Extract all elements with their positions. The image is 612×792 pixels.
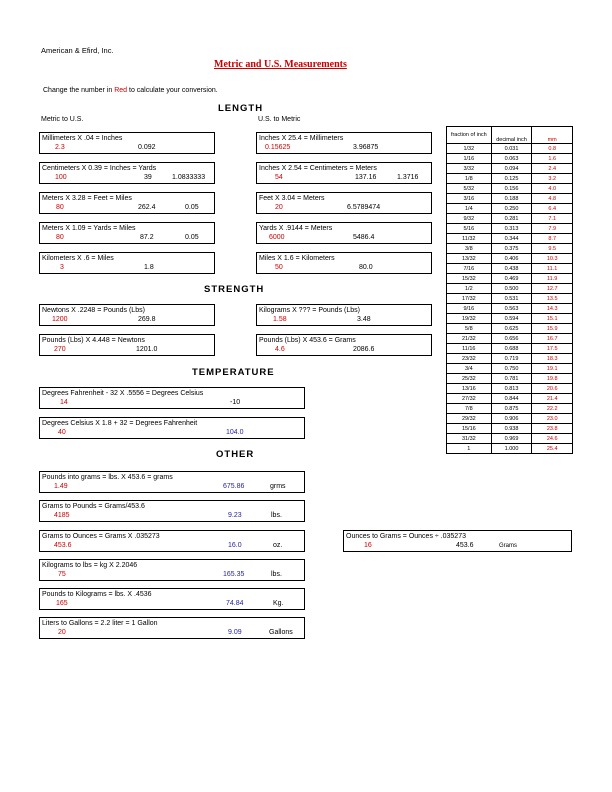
- decimal-cell: 0.344: [491, 234, 532, 244]
- mm-cell: 0.8: [532, 144, 573, 154]
- table-row: [447, 254, 573, 264]
- formula: Meters X 1.09 = Yards = Miles: [42, 225, 136, 232]
- table-row: [447, 434, 573, 444]
- mm-cell: 23.8: [532, 424, 573, 434]
- newtons-result: 1201.0: [136, 346, 158, 353]
- formula: Pounds (Lbs) X 453.6 = Grams: [259, 337, 356, 344]
- mm-cell: 1.6: [532, 154, 573, 164]
- table-row: [447, 404, 573, 414]
- pounds-result: 9.23: [228, 512, 242, 519]
- pounds-input[interactable]: 165: [56, 600, 68, 607]
- mm-to-inches-box: [39, 132, 215, 154]
- fraction-cell: 9/32: [447, 214, 492, 224]
- fraction-cell: 5/16: [447, 224, 492, 234]
- decimal-cell: 0.469: [491, 274, 532, 284]
- fraction-cell: 31/32: [447, 434, 492, 444]
- fraction-cell: 1/2: [447, 284, 492, 294]
- feet-input[interactable]: 20: [275, 204, 283, 211]
- unit: Gallons: [269, 629, 293, 636]
- ounces-result: 16.0: [228, 542, 242, 549]
- decimal-cell: 0.156: [491, 184, 532, 194]
- mm-cell: 7.9: [532, 224, 573, 234]
- formula: Centimeters X 0.39 = Inches = Yards: [42, 165, 157, 172]
- pounds-to-grams-box: [256, 334, 432, 356]
- grams-input[interactable]: 4185: [54, 512, 70, 519]
- mm-cell: 9.5: [532, 244, 573, 254]
- metric-to-us-label: Metric to U.S.: [41, 116, 84, 123]
- table-row: [447, 234, 573, 244]
- celsius-result: -10: [230, 399, 241, 406]
- fraction-cell: 1/16: [447, 154, 492, 164]
- inches-result: 39: [144, 174, 152, 181]
- grams-result: 453.6: [456, 542, 474, 549]
- column-header-fraction: fraction of inch: [447, 127, 492, 144]
- cm-result: 137.16: [355, 174, 377, 181]
- feet-to-meters-box: [256, 192, 432, 214]
- fraction-cell: 11/32: [447, 234, 492, 244]
- fraction-cell: 1: [447, 444, 492, 454]
- mm-cell: 17.5: [532, 344, 573, 354]
- decimal-cell: 0.094: [491, 164, 532, 174]
- strength-heading: STRENGTH: [204, 284, 265, 295]
- table-row: [447, 334, 573, 344]
- table-row: [447, 264, 573, 274]
- fraction-cell: 3/32: [447, 164, 492, 174]
- us-to-metric-label: U.S. to Metric: [258, 116, 301, 123]
- mm-cell: 2.4: [532, 164, 573, 174]
- fraction-cell: 1/4: [447, 204, 492, 214]
- fraction-cell: 3/16: [447, 194, 492, 204]
- other-heading: OTHER: [216, 449, 255, 460]
- mm-cell: 10.3: [532, 254, 573, 264]
- formula: Inches X 2.54 = Centimeters = Meters: [259, 165, 377, 172]
- ounces-to-grams-box: [343, 530, 572, 552]
- yards-input[interactable]: 6000: [269, 234, 285, 241]
- mm-cell: 8.7: [532, 234, 573, 244]
- pounds-to-grams-other-box: [39, 471, 305, 493]
- column-header-decimal: decimal inch: [491, 127, 532, 144]
- decimal-cell: 0.594: [491, 314, 532, 324]
- pounds-input[interactable]: 4.6: [275, 346, 285, 353]
- meters-to-yards-box: [39, 222, 215, 244]
- unit: lbs.: [271, 512, 282, 519]
- fraction-cell: 13/16: [447, 384, 492, 394]
- table-row: [447, 184, 573, 194]
- fraction-cell: 15/16: [447, 424, 492, 434]
- formula: Meters X 3.28 = Feet = Miles: [42, 195, 132, 202]
- kg-input[interactable]: 75: [58, 571, 66, 578]
- unit: Grams: [499, 543, 517, 549]
- celsius-input[interactable]: 40: [58, 429, 66, 436]
- page-title: Metric and U.S. Measurements: [214, 59, 347, 70]
- formula: Miles X 1.6 = Kilometers: [259, 255, 335, 262]
- decimal-cell: 0.781: [491, 374, 532, 384]
- formula: Yards X .9144 = Meters: [259, 225, 333, 232]
- table-row: [447, 424, 573, 434]
- pounds-input[interactable]: 270: [54, 346, 66, 353]
- decimal-cell: 1.000: [491, 444, 532, 454]
- gallons-result: 9.09: [228, 629, 242, 636]
- miles-input[interactable]: 50: [275, 264, 283, 271]
- mm-cell: 20.6: [532, 384, 573, 394]
- formula: Grams to Ounces = Grams X .035273: [42, 533, 160, 540]
- mm-cell: 25.4: [532, 444, 573, 454]
- formula: Newtons X .2248 = Pounds (Lbs): [42, 307, 145, 314]
- table-row: [447, 244, 573, 254]
- table-row: [447, 324, 573, 334]
- mm-cell: 6.4: [532, 204, 573, 214]
- table-row: [447, 374, 573, 384]
- decimal-cell: 0.750: [491, 364, 532, 374]
- unit: grms: [270, 483, 286, 490]
- temperature-heading: TEMPERATURE: [192, 367, 275, 378]
- mm-input[interactable]: 2.3: [55, 144, 65, 151]
- yards-result: 1.0833333: [172, 174, 206, 181]
- meters-result: 5486.4: [353, 234, 375, 241]
- fraction-cell: 7/16: [447, 264, 492, 274]
- decimal-cell: 0.969: [491, 434, 532, 444]
- fraction-cell: 1/32: [447, 144, 492, 154]
- pounds-to-kg-box: [39, 588, 305, 610]
- fraction-cell: 3/8: [447, 244, 492, 254]
- miles-result: 0.05: [185, 204, 199, 211]
- grams-result: 675.86: [223, 483, 245, 490]
- fraction-cell: 13/32: [447, 254, 492, 264]
- decimal-cell: 0.719: [491, 354, 532, 364]
- cm-to-yards-box: [39, 162, 215, 184]
- mm-cell: 13.5: [532, 294, 573, 304]
- decimal-cell: 0.625: [491, 324, 532, 334]
- decimal-cell: 0.656: [491, 334, 532, 344]
- unit: lbs.: [271, 571, 282, 578]
- meters-input[interactable]: 80: [56, 204, 64, 211]
- mm-cell: 22.2: [532, 404, 573, 414]
- fraction-cell: 21/32: [447, 334, 492, 344]
- table-row: [447, 394, 573, 404]
- fraction-cell: 19/32: [447, 314, 492, 324]
- formula: Kilograms to lbs = kg X 2.2046: [42, 562, 138, 569]
- kg-to-pounds-box: [256, 304, 432, 326]
- fraction-cell: 25/32: [447, 374, 492, 384]
- table-row: [447, 204, 573, 214]
- grams-result: 2086.6: [353, 346, 375, 353]
- unit: Kg.: [273, 600, 284, 607]
- decimal-cell: 0.500: [491, 284, 532, 294]
- mm-cell: 15.1: [532, 314, 573, 324]
- mm-cell: 19.1: [532, 364, 573, 374]
- formula: Feet X 3.04 = Meters: [259, 195, 325, 202]
- fraction-cell: 3/4: [447, 364, 492, 374]
- formula: Inches X 25.4 = Millimeters: [259, 135, 344, 142]
- fraction-conversion-table: [446, 126, 573, 454]
- fraction-cell: 29/32: [447, 414, 492, 424]
- table-row: [447, 194, 573, 204]
- liters-to-gallons-box: [39, 617, 305, 639]
- mm-cell: 16.7: [532, 334, 573, 344]
- table-row: [447, 414, 573, 424]
- newtons-input[interactable]: 1200: [52, 316, 68, 323]
- table-row: [447, 164, 573, 174]
- table-row: [447, 314, 573, 324]
- mm-cell: 19.8: [532, 374, 573, 384]
- formula: Kilometers X .6 = Miles: [42, 255, 114, 262]
- formula: Kilograms X ??? = Pounds (Lbs): [259, 307, 360, 314]
- mm-cell: 3.2: [532, 174, 573, 184]
- decimal-cell: 0.031: [491, 144, 532, 154]
- km-result: 80.0: [359, 264, 373, 271]
- decimal-cell: 0.813: [491, 384, 532, 394]
- decimal-cell: 0.563: [491, 304, 532, 314]
- mm-result: 3.96875: [353, 144, 379, 151]
- km-to-miles-box: [39, 252, 215, 274]
- fahrenheit-to-celsius-box: [39, 387, 305, 409]
- mm-cell: 11.1: [532, 264, 573, 274]
- fahrenheit-input[interactable]: 14: [60, 399, 68, 406]
- formula: Degrees Fahrenheit - 32 X .5556 = Degrees Celsius: [42, 390, 204, 397]
- table-row: [447, 284, 573, 294]
- mm-cell: 15.9: [532, 324, 573, 334]
- decimal-cell: 0.375: [491, 244, 532, 254]
- yards-to-meters-box: [256, 222, 432, 244]
- grams-to-pounds-box: [39, 500, 305, 522]
- table-row: [447, 304, 573, 314]
- fraction-cell: 17/32: [447, 294, 492, 304]
- mm-cell: 21.4: [532, 394, 573, 404]
- mm-cell: 24.6: [532, 434, 573, 444]
- decimal-cell: 0.063: [491, 154, 532, 164]
- decimal-cell: 0.406: [491, 254, 532, 264]
- fraction-cell: 5/8: [447, 324, 492, 334]
- table-row: [447, 354, 573, 364]
- fraction-cell: 27/32: [447, 394, 492, 404]
- kg-to-lbs-box: [39, 559, 305, 581]
- feet-result: 262.4: [138, 204, 156, 211]
- mm-cell: 18.3: [532, 354, 573, 364]
- meters-result: 1.3716: [397, 174, 419, 181]
- table-row: [447, 154, 573, 164]
- grams-to-ounces-box: [39, 530, 305, 552]
- liters-input[interactable]: 20: [58, 629, 66, 636]
- decimal-cell: 0.125: [491, 174, 532, 184]
- mm-cell: 4.0: [532, 184, 573, 194]
- table-row: [447, 364, 573, 374]
- formula: Ounces to Grams = Ounces ÷ .035273: [346, 533, 466, 540]
- formula: Pounds into grams = lbs. X 453.6 = grams: [42, 474, 173, 481]
- table-row: [447, 344, 573, 354]
- miles-to-km-box: [256, 252, 432, 274]
- formula: Pounds (Lbs) X 4.448 = Newtons: [42, 337, 145, 344]
- table-row: [447, 144, 573, 154]
- table-row: [447, 214, 573, 224]
- inches-input[interactable]: 54: [275, 174, 283, 181]
- pounds-result: 165.35: [223, 571, 245, 578]
- column-header-mm: mm: [532, 127, 573, 144]
- fraction-cell: 1/8: [447, 174, 492, 184]
- formula: Pounds to Kilograms = lbs. X .4536: [42, 591, 152, 598]
- newtons-to-pounds-box: [39, 304, 215, 326]
- ounces-input[interactable]: 16: [364, 542, 372, 549]
- formula: Degrees Celsius X 1.8 + 32 = Degrees Fahrenheit: [42, 420, 198, 427]
- decimal-cell: 0.688: [491, 344, 532, 354]
- decimal-cell: 0.875: [491, 404, 532, 414]
- fraction-cell: 11/16: [447, 344, 492, 354]
- company-name: American & Efird, Inc.: [41, 46, 114, 55]
- decimal-cell: 0.844: [491, 394, 532, 404]
- miles-result: 0.05: [185, 234, 199, 241]
- formula: Grams to Pounds = Grams/453.6: [42, 503, 145, 510]
- inches-to-mm-box: [256, 132, 432, 154]
- miles-result: 1.8: [144, 264, 154, 271]
- instructions: Change the number in Red to calculate your conversion.: [43, 87, 218, 94]
- decimal-cell: 0.438: [491, 264, 532, 274]
- fraction-cell: 5/32: [447, 184, 492, 194]
- mm-cell: 14.3: [532, 304, 573, 314]
- inches-input[interactable]: 0.15625: [265, 144, 291, 151]
- table-row: [447, 444, 573, 454]
- inches-to-cm-box: [256, 162, 432, 184]
- fraction-cell: 7/8: [447, 404, 492, 414]
- formula: Liters to Gallons = 2.2 liter = 1 Gallon: [42, 620, 158, 627]
- decimal-cell: 0.313: [491, 224, 532, 234]
- mm-cell: 11.9: [532, 274, 573, 284]
- decimal-cell: 0.250: [491, 204, 532, 214]
- formula: Millimeters X .04 = Inches: [42, 135, 123, 142]
- pounds-result: 3.48: [357, 316, 371, 323]
- fraction-cell: 23/32: [447, 354, 492, 364]
- table-row: [447, 294, 573, 304]
- table-row: [447, 384, 573, 394]
- kg-result: 74.84: [226, 600, 244, 607]
- inches-result: 0.092: [138, 144, 156, 151]
- mm-cell: 7.1: [532, 214, 573, 224]
- decimal-cell: 0.531: [491, 294, 532, 304]
- meters-result: 6.5789474: [347, 204, 381, 211]
- table-row: [447, 224, 573, 234]
- decimal-cell: 0.906: [491, 414, 532, 424]
- meters-input[interactable]: 80: [56, 234, 64, 241]
- yards-result: 87.2: [140, 234, 154, 241]
- fahrenheit-result: 104.0: [226, 429, 244, 436]
- decimal-cell: 0.188: [491, 194, 532, 204]
- cm-input[interactable]: 100: [55, 174, 67, 181]
- kg-input[interactable]: 1.58: [273, 316, 287, 323]
- table-row: [447, 274, 573, 284]
- pounds-input[interactable]: 1.49: [54, 483, 68, 490]
- pounds-to-newtons-box: [39, 334, 215, 356]
- mm-cell: 12.7: [532, 284, 573, 294]
- grams-input[interactable]: 453.6: [54, 542, 72, 549]
- decimal-cell: 0.281: [491, 214, 532, 224]
- length-heading: LENGTH: [218, 103, 264, 114]
- fraction-cell: 9/16: [447, 304, 492, 314]
- celsius-to-fahrenheit-box: [39, 417, 305, 439]
- table-header-row: [447, 127, 573, 144]
- pounds-result: 269.8: [138, 316, 156, 323]
- unit: oz.: [273, 542, 283, 549]
- mm-cell: 4.8: [532, 194, 573, 204]
- km-input[interactable]: 3: [60, 264, 64, 271]
- meters-to-feet-box: [39, 192, 215, 214]
- fraction-cell: 15/32: [447, 274, 492, 284]
- table-row: [447, 174, 573, 184]
- decimal-cell: 0.938: [491, 424, 532, 434]
- mm-cell: 23.0: [532, 414, 573, 424]
